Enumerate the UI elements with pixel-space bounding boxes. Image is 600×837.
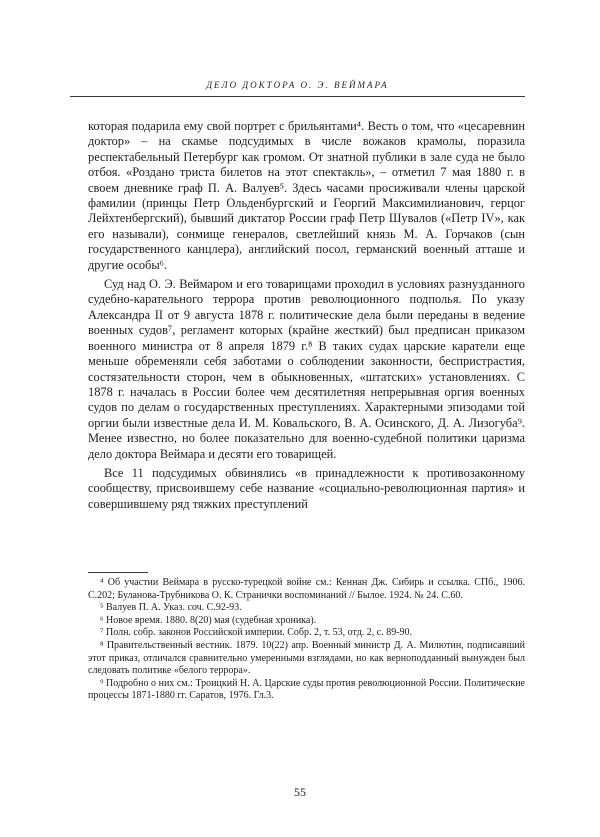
- footnote: ⁹ Подробно о них см.: Троицкий Н. А. Царские суды против революционной России. Политические процессы 1871-1880 гг. Саратов, 1976. Гл.3.: [88, 677, 525, 702]
- footnote: ⁷ Полн. собр. законов Российской империи. Собр. 2, т. 53, отд. 2, с. 89-90.: [100, 627, 413, 639]
- footnote: ⁸ Правительственный вестник. 1879. 10(22) апр. Военный министр Д. А. Милютин, подписавший этот приказ, отличался сравнительно умеренными взглядами, но как верноподданный вынужден был следовать политике «белого террора».: [88, 639, 525, 677]
- paragraph: которая подарила ему свой портрет с брильянтами⁴. Весть о том, что «цесаревнин доктор» – на скамье подсудимых в числе вожаков крамолы, поразила респектабельный Петербург как громом. От знатной публики в зале суда не было отбоя. «Роздано триста билетов на этот спектакль», – отметил 7 мая 1880 г. в своем дневнике граф П. А. Валуев⁵. Здесь часами просиживали члены царской фамилии (принцы Петр Ольденбургский и Георгий Максимилианович, герцог Лейхтенбергский), бывший диктатор России граф Петр Шувалов («Петр IV», как его называли), сонмище генералов, светлейший князь М. А. Горчаков (сын государственного канцлера), английский посол, германский военный атташе и другие особы⁶.: [88, 119, 525, 272]
- footnote: ⁴ Об участии Веймара в русско-турецкой войне см.: Кеннан Дж. Сибирь и ссылка. СПб., 1906. С.202; Буланова-Трубникова О. К. Странички воспоминаний // Былое. 1924. № 24. С.60.: [88, 577, 525, 601]
- running-header: ДЕЛО ДОКТОРА О. Э. ВЕЙМАРА: [70, 80, 525, 97]
- paragraph: Все 11 подсудимых обвинялись «в принадлежности к противозаконному сообществу, присвоившему себе название «социально-революционная партия» и совершившему ряд тяжких преступлений: [88, 465, 525, 511]
- paragraph: Суд над О. Э. Веймаром и его товарищами проходил в условиях разнузданного судебно-карательного террора против революционного подполья. По указу Александра II от 9 августа 1878 г. политические дела были переданы в ведение военных судов⁷, регламент которых (крайне жесткий) был предписан приказом военного министра от 8 апреля 1879 г.⁸ В таких судах царские каратели еще меньше обременяли себя заботами о соблюдении законности, беспристрастия, состязательности сторон, чем в обыкновенных, «штатских» установлениях. С 1878 г. началась в России более чем десятилетняя непрерывная оргия военных судов по делам о государственных преступлениях. Характерными эпизодами той оргии были известные дела И. М. Ковальского, В. А. Осинского, Д. А. Лизогуба⁹. Менее известно, но более показательно для военно-судебной политики царизма дело доктора Веймара и десяти его товарищей.: [88, 277, 525, 461]
- page-number: 55: [294, 785, 306, 799]
- footnote: ⁶ Новое время. 1880. 8(20) мая (судебная хроника).: [100, 614, 317, 626]
- footnote: ⁵ Валуев П. А. Указ. соч. С.92-93.: [100, 602, 242, 614]
- footnotes: [88, 577, 525, 703]
- main-text: [88, 119, 525, 516]
- footnote-separator: [88, 572, 148, 573]
